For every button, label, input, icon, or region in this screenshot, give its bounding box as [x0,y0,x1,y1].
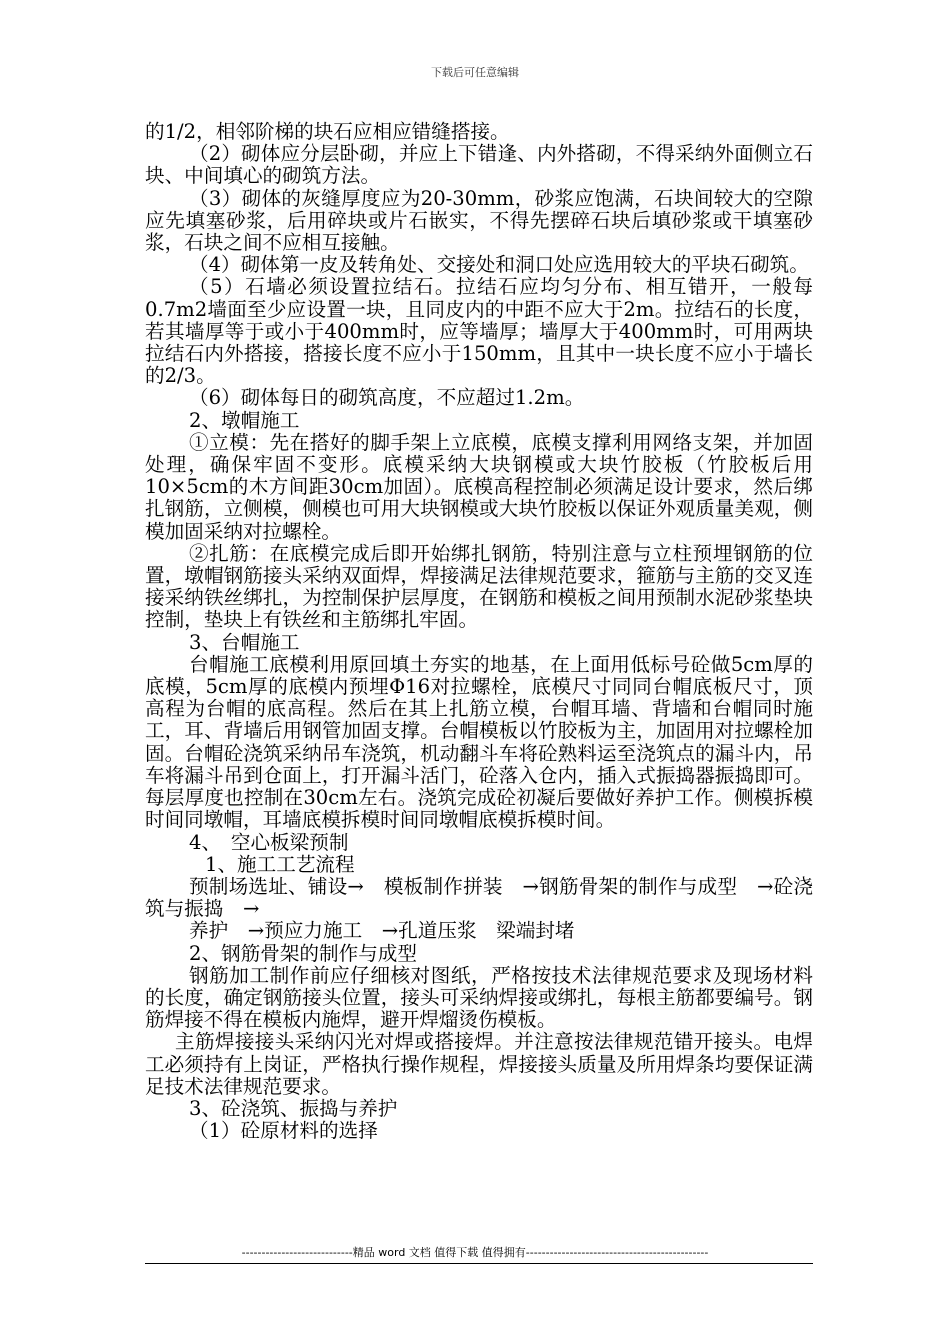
subsection-heading: 3、砼浇筑、振捣与养护 [189,1096,398,1120]
page-header: 下载后可任意编辑 [431,66,519,79]
page-footer: ----------------------------精品 word 文档 值得下载 值得拥有---------------------------------------------- [241,1246,709,1259]
paragraph: 钢筋加工制作前应仔细核对图纸，严格按技术法律规范要求及现场材料的长度，确定钢筋接头位置，接头可采纳焊接或绑扎，每根主筋都要编号。钢筋焊接不得在模板内施焊，避开焊熘烫伤模板。 [145,963,813,1032]
footer-rule [145,1263,813,1264]
paragraph: （3）砌体的灰缝厚度应为20-30mm，砂浆应饱满，石块间较大的空隙应先填塞砂浆，后用碎块或片石嵌实，不得先摆碎石块后填砂浆或干填塞砂浆，石块之间不应相互接触。 [145,186,813,255]
process-flow-line: 预制场选址、铺设→ 模板制作拼装 →钢筋骨架的制作与成型 →砼浇筑与振捣 → [145,874,813,921]
process-flow-line: 养护 →预应力施工 →孔道压浆 梁端封堵 [189,919,575,943]
paragraph: ①立模：先在搭好的脚手架上立底模，底模支撑利用网络支架，并加固处理，确保牢固不变形。底模采纳大块钢模或大块竹胶板（竹胶板后用10×5cm的木方间距30cm加固）。底模高程控制必须满足设计要求，然后绑扎钢筋，立侧模，侧模也可用大块钢模或大块竹胶板以保证外观质量美观，侧模加固采纳对拉螺栓。 [145,430,813,543]
document-body [145,121,813,1142]
paragraph: （4）砌体第一皮及转角处、交接处和洞口处应选用较大的平块石砌筑。 [189,253,809,277]
section-heading: 4、 空心板梁预制 [189,830,349,854]
paragraph: 主筋焊接接头采纳闪光对焊或搭接焊。并注意按法律规范错开接头。电焊工必须持有上岗证，严格执行操作规程，焊接接头质量及所用焊条均要保证满足技术法律规范要求。 [145,1030,813,1098]
paragraph: ②扎筋：在底模完成后即开始绑扎钢筋，特别注意与立柱预埋钢筋的位置，墩帽钢筋接头采纳双面焊，焊接满足法律规范要求，箍筋与主筋的交叉连接采纳铁丝绑扎，为控制保护层厚度，在钢筋和模板之间用预制水泥砂浆垫块控制，垫块上有铁丝和主筋绑扎牢固。 [145,541,813,632]
subsection-heading: 2、钢筋骨架的制作与成型 [189,941,417,965]
subsection-heading: （1）砼原材料的选择 [189,1119,378,1143]
paragraph: （6）砌体每日的砌筑高度，不应超过1.2m。 [189,386,585,410]
section-heading: 2、墩帽施工 [189,408,300,432]
paragraph: 台帽施工底模利用原回填土夯实的地基，在上面用低标号砼做5cm厚的底模，5cm厚的底模内预埋Φ16对拉螺栓，底模尺寸同同台帽底板尺寸，顶高程为台帽的底高程。然后在其上扎筋立模，台帽耳墙、背墙和台帽同时施工，耳、背墙后用钢管加固支撑。台帽模板以竹胶板为主，加固用对拉螺栓加固。台帽砼浇筑采纳吊车浇筑，机动翻斗车将砼熟料运至浇筑点的漏斗内，吊车将漏斗吊到仓面上，打开漏斗活门，砼落入仓内，插入式振捣器振捣即可。每层厚度也控制在30cm左右。浇筑完成砼初凝后要做好养护工作。侧模拆模时间同墩帽，耳墙底模拆模时间同墩帽底模拆模时间。 [145,652,813,832]
paragraph: （2）砌体应分层卧砌，并应上下错逢、内外搭砌，不得采纳外面侧立石块、中间填心的砌筑方法。 [145,142,813,188]
paragraph: （5）石墙必须设置拉结石。拉结石应均匀分布、相互错开，一般每0.7m2墙面至少应设置一块，且同皮内的中距不应大于2m。拉结石的长度，若其墙厚等于或小于400mm时，应等墙厚；墙厚大于400mm时，可用两块拉结石内外搭接，搭接长度不应小于150mm，且其中一块长度不应小于墙长的2/3。 [145,275,813,388]
section-heading: 3、台帽施工 [189,630,300,654]
subsection-heading: 1、施工工艺流程 [205,852,355,876]
paragraph: 的1/2，相邻阶梯的块石应相应错缝搭接。 [145,120,510,143]
